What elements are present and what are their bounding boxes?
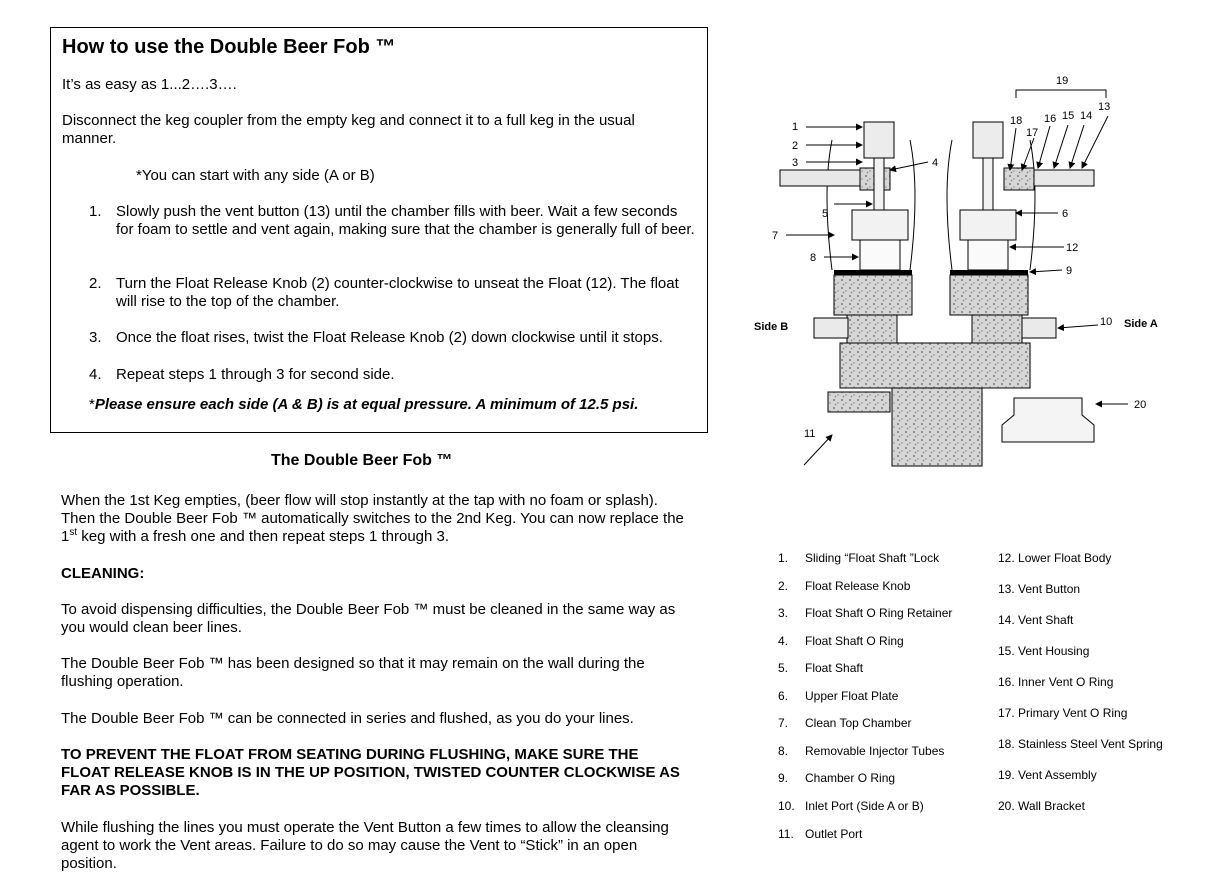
callout-arrow xyxy=(1058,325,1098,328)
callout-arrow xyxy=(890,162,928,170)
part-entry: 13. Vent Button xyxy=(998,582,1081,596)
callout-3: 3 xyxy=(792,157,799,169)
step-text: Turn the Float Release Knob (2) counter-clockwise to unseat the Float (12). The float will rise to the top of the chamber. xyxy=(116,275,679,310)
part-entry: 12. Lower Float Body xyxy=(998,551,1112,565)
left-vent-fitting xyxy=(780,170,860,186)
step-number: 3. xyxy=(89,329,102,346)
flushing-warning: TO PREVENT THE FLOAT FROM SEATING DURING FLUSHING, MAKE SURE THE FLOAT RELEASE KNOB IS IN THE UP POSITION, TWISTED COUNTER CLOCKWISE AS FAR AS POSSIBLE. xyxy=(61,746,680,799)
callout-4: 4 xyxy=(932,157,939,169)
right-upper-float-plate xyxy=(960,210,1016,240)
callout-6: 6 xyxy=(1062,208,1069,220)
left-upper-float-plate xyxy=(852,210,908,240)
part-name: Float Shaft xyxy=(805,661,864,675)
instructions-box xyxy=(50,27,708,433)
step-number: 4. xyxy=(89,366,102,383)
left-chamber-outline xyxy=(827,140,832,270)
part-name: Upper Float Plate xyxy=(805,689,899,703)
description-part-b: keg with a fresh one and then repeat steps 1 through 3. xyxy=(77,528,450,545)
part-number: 4. xyxy=(778,634,789,648)
cleaning-para-3: The Double Beer Fob ™ can be connected in series and flushed, as you do your lines. xyxy=(61,710,634,727)
callout-13: 13 xyxy=(1098,101,1111,113)
part-entry: 16. Inner Vent O Ring xyxy=(998,675,1114,689)
callout-8: 8 xyxy=(810,252,817,264)
step-text: Repeat steps 1 through 3 for second side. xyxy=(116,366,395,383)
left-chamber-o-ring xyxy=(834,270,912,275)
start-side-note: *You can start with any side (A or B) xyxy=(136,167,375,184)
right-float-release-knob xyxy=(973,122,1003,158)
right-chamber-outline xyxy=(947,140,952,270)
callout-10: 10 xyxy=(1100,316,1113,328)
part-name: Float Release Knob xyxy=(805,579,911,593)
left-body xyxy=(834,275,912,315)
callout-5: 5 xyxy=(822,208,829,220)
right-chamber-o-ring xyxy=(950,270,1028,275)
part-entry: 15. Vent Housing xyxy=(998,644,1090,658)
callout-arrow xyxy=(1070,125,1084,168)
part-number: 1. xyxy=(778,551,789,565)
cleaning-para-1: To avoid dispensing difficulties, the Double Beer Fob ™ must be cleaned in the same way as you would clean beer lines. xyxy=(61,601,676,636)
cleaning-para-4: While flushing the lines you must operate the Vent Button a few times to allow the cleansing agent to work the Vent areas. Failure to do so may cause the Vent to “Stick” in an open position. xyxy=(61,819,669,872)
side-a-label: Side A xyxy=(1124,318,1158,330)
part-name: Float Shaft O Ring xyxy=(805,634,904,648)
part-number: 6. xyxy=(778,689,789,703)
part-number: 9. xyxy=(778,771,789,785)
intro-text: It’s as easy as 1...2….3…. xyxy=(62,76,237,93)
outlet-body xyxy=(892,388,982,466)
part-entry: 19. Vent Assembly xyxy=(998,768,1097,782)
right-lower-float-body xyxy=(968,240,1008,270)
part-name: Sliding “Float Shaft ”Lock xyxy=(805,551,940,565)
callout-19: 19 xyxy=(1056,75,1069,87)
part-number: 3. xyxy=(778,606,789,620)
wall-bracket xyxy=(1002,398,1094,442)
part-name: Inlet Port (Side A or B) xyxy=(805,799,924,813)
part-name: Clean Top Chamber xyxy=(805,716,912,730)
callout-9: 9 xyxy=(1066,265,1073,277)
callout-14: 14 xyxy=(1080,110,1093,122)
cleaning-para-2: The Double Beer Fob ™ has been designed so that it may remain on the wall during the flushing operation. xyxy=(61,655,645,690)
part-number: 5. xyxy=(778,661,789,675)
right-float-shaft xyxy=(983,158,993,218)
instructions-title: How to use the Double Beer Fob ™ xyxy=(62,36,396,58)
callout-7: 7 xyxy=(772,230,779,242)
ordinal-suffix: st xyxy=(69,527,78,538)
part-name: Removable Injector Tubes xyxy=(805,744,945,758)
callout-11: 11 xyxy=(804,428,816,440)
fob-description xyxy=(61,492,691,546)
step-number: 2. xyxy=(89,275,102,292)
part-number: 8. xyxy=(778,744,789,758)
part-number: 10. xyxy=(778,799,795,813)
callout-arrow xyxy=(1010,128,1016,170)
part-name: Outlet Port xyxy=(805,827,863,841)
part-number: 2. xyxy=(778,579,789,593)
cleaning-heading: CLEANING: xyxy=(61,565,145,582)
part-entry: 20. Wall Bracket xyxy=(998,799,1085,813)
right-vent-spring xyxy=(1004,168,1034,190)
callout-16: 16 xyxy=(1044,113,1057,125)
left-chamber-outline xyxy=(910,140,915,270)
right-lower-body xyxy=(972,315,1022,343)
side-b-inlet-port xyxy=(814,318,848,338)
callout-15: 15 xyxy=(1062,110,1075,122)
left-float-release-knob xyxy=(864,122,894,158)
callout-12: 12 xyxy=(1066,242,1079,254)
callout-1: 1 xyxy=(792,121,799,133)
callout-arrow xyxy=(1030,270,1062,272)
step-text: Slowly push the vent button (13) until the chamber fills with beer. Wait a few seconds for foam to settle and vent again, making sure that the chamber is generally full of beer. xyxy=(116,203,695,238)
left-lower-float-body xyxy=(860,240,900,270)
pressure-note-star: * xyxy=(89,396,95,413)
part-name: Chamber O Ring xyxy=(805,771,896,785)
pressure-note-text: Please ensure each side (A & B) is at equal pressure. A minimum of 12.5 psi. xyxy=(94,396,639,413)
part-number: 7. xyxy=(778,716,789,730)
part-entry: 14. Vent Shaft xyxy=(998,613,1074,627)
callout-arrow xyxy=(1038,126,1050,168)
callout-18: 18 xyxy=(1010,115,1023,127)
callout-17: 17 xyxy=(1026,127,1039,139)
part-entry: 18. Stainless Steel Vent Spring xyxy=(998,737,1163,751)
step-text: Once the float rises, twist the Float Release Knob (2) down clockwise until it stops. xyxy=(116,329,663,346)
right-body xyxy=(950,275,1028,315)
side-a-inlet-port xyxy=(1022,318,1056,338)
manifold-body xyxy=(840,343,1030,388)
callout-arrow xyxy=(1054,125,1068,168)
callout-2: 2 xyxy=(792,140,799,152)
pressure-note xyxy=(89,396,638,414)
left-lower-body xyxy=(847,315,897,343)
vent-assembly-bracket xyxy=(1016,90,1106,98)
left-float-shaft xyxy=(874,158,884,218)
fob-heading: The Double Beer Fob ™ xyxy=(271,452,453,469)
outlet-port xyxy=(828,392,890,412)
part-number: 11. xyxy=(778,827,794,841)
callout-arrow xyxy=(1082,116,1108,168)
step-number: 1. xyxy=(89,203,102,220)
part-name: Float Shaft O Ring Retainer xyxy=(805,606,953,620)
right-chamber-outline xyxy=(1030,140,1035,270)
description-part-a: When the 1st Keg empties, (beer flow will stop instantly at the tap with no foam or splash). Then the Double Beer Fob ™ automatically switches to the 2nd Keg. You can now replace the 1 xyxy=(61,492,684,545)
fob-parts-diagram xyxy=(752,70,1182,500)
side-b-label: Side B xyxy=(754,321,789,333)
part-entry: 17. Primary Vent O Ring xyxy=(998,706,1128,720)
disconnect-paragraph: Disconnect the keg coupler from the empty keg and connect it to a full keg in the usual manner. xyxy=(62,112,635,147)
callout-20: 20 xyxy=(1134,399,1147,411)
